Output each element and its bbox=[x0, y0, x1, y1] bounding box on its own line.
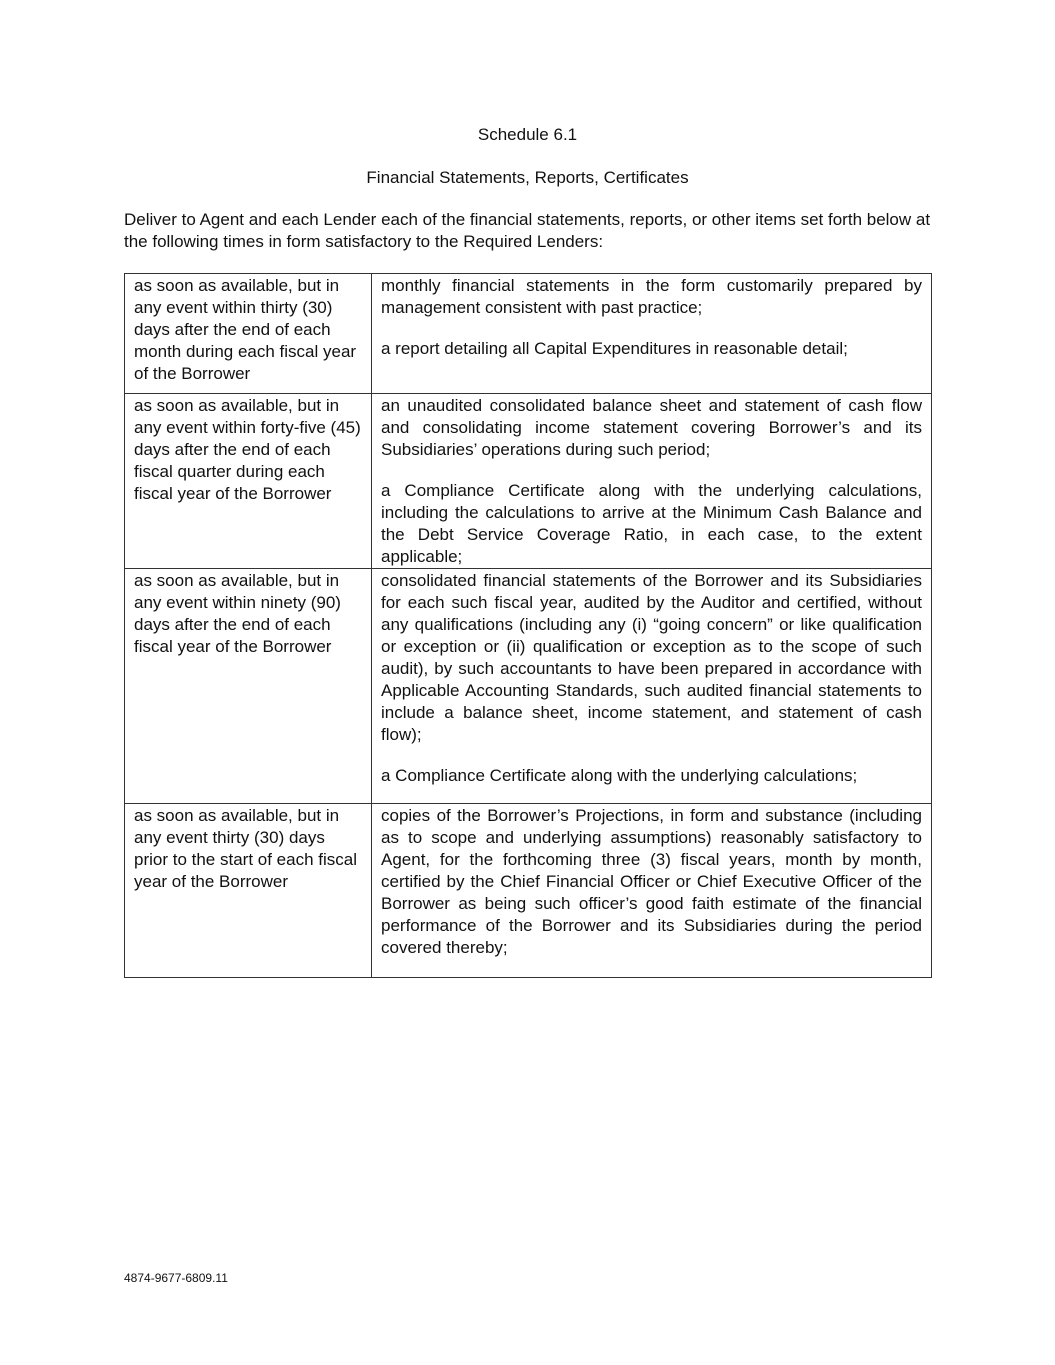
list-item: a Compliance Certificate along with the underlying calculations, including the calculations to arrive at the Minimum Cash Balance and the Debt Service Coverage Ratio, in each case, to the extent applicable; bbox=[381, 481, 922, 566]
items-cell bbox=[372, 569, 932, 804]
list-item: a Compliance Certificate along with the underlying calculations; bbox=[381, 766, 858, 785]
timing-cell: as soon as available, but in any event thirty (30) days prior to the start of each fiscal year of the Borrower bbox=[125, 804, 372, 978]
intro-paragraph: Deliver to Agent and each Lender each of the financial statements, reports, or other items set forth below at the following times in form satisfactory to the Required Lenders: bbox=[124, 210, 931, 251]
timing-cell: as soon as available, but in any event within ninety (90) days after the end of each fiscal year of the Borrower bbox=[125, 569, 372, 804]
page-subtitle: Financial Statements, Reports, Certificates bbox=[366, 168, 689, 187]
list-item: an unaudited consolidated balance sheet and statement of cash flow and consolidating income statement covering Borrower’s and its Subsidiaries’ operations during such period; bbox=[381, 396, 922, 459]
timing-cell: as soon as available, but in any event within thirty (30) days after the end of each month during each fiscal year of the Borrower bbox=[125, 274, 372, 394]
table-row bbox=[125, 569, 932, 804]
document-id: 4874-9677-6809.11 bbox=[124, 1271, 228, 1285]
table-row bbox=[125, 394, 932, 569]
items-cell bbox=[372, 394, 932, 569]
table-row bbox=[125, 274, 932, 394]
list-item: consolidated financial statements of the Borrower and its Subsidiaries for each such fiscal year, audited by the Auditor and certified, without any qualifications (including any (i) “going concern” or like qualification or exception or (ii) qualification or exception as to the scope of such audit), by such accountants to have been prepared in accordance with Applicable Accounting Standards, such audited financial statements to include a balance sheet, income statement, and statement of cash flow); bbox=[381, 571, 922, 744]
table-row bbox=[125, 804, 932, 978]
page-title: Schedule 6.1 bbox=[477, 125, 578, 144]
timing-cell: as soon as available, but in any event within forty-five (45) days after the end of each fiscal quarter during each fiscal year of the Borrower bbox=[125, 394, 372, 569]
items-cell bbox=[372, 804, 932, 978]
items-cell bbox=[372, 274, 932, 394]
list-item: copies of the Borrower’s Projections, in form and substance (including as to scope and underlying assumptions) reasonably satisfactory to Agent, for the forthcoming three (3) fiscal years, month by month, certified by the Chief Financial Officer or Chief Executive Officer of the Borrower as being such officer’s good faith estimate of the financial performance of the Borrower and its Subsidiaries during the period covered thereby; bbox=[381, 806, 922, 957]
list-item: a report detailing all Capital Expenditures in reasonable detail; bbox=[381, 339, 848, 358]
schedule-table bbox=[124, 273, 932, 978]
list-item: monthly financial statements in the form customarily prepared by management consistent with past practice; bbox=[381, 276, 922, 317]
